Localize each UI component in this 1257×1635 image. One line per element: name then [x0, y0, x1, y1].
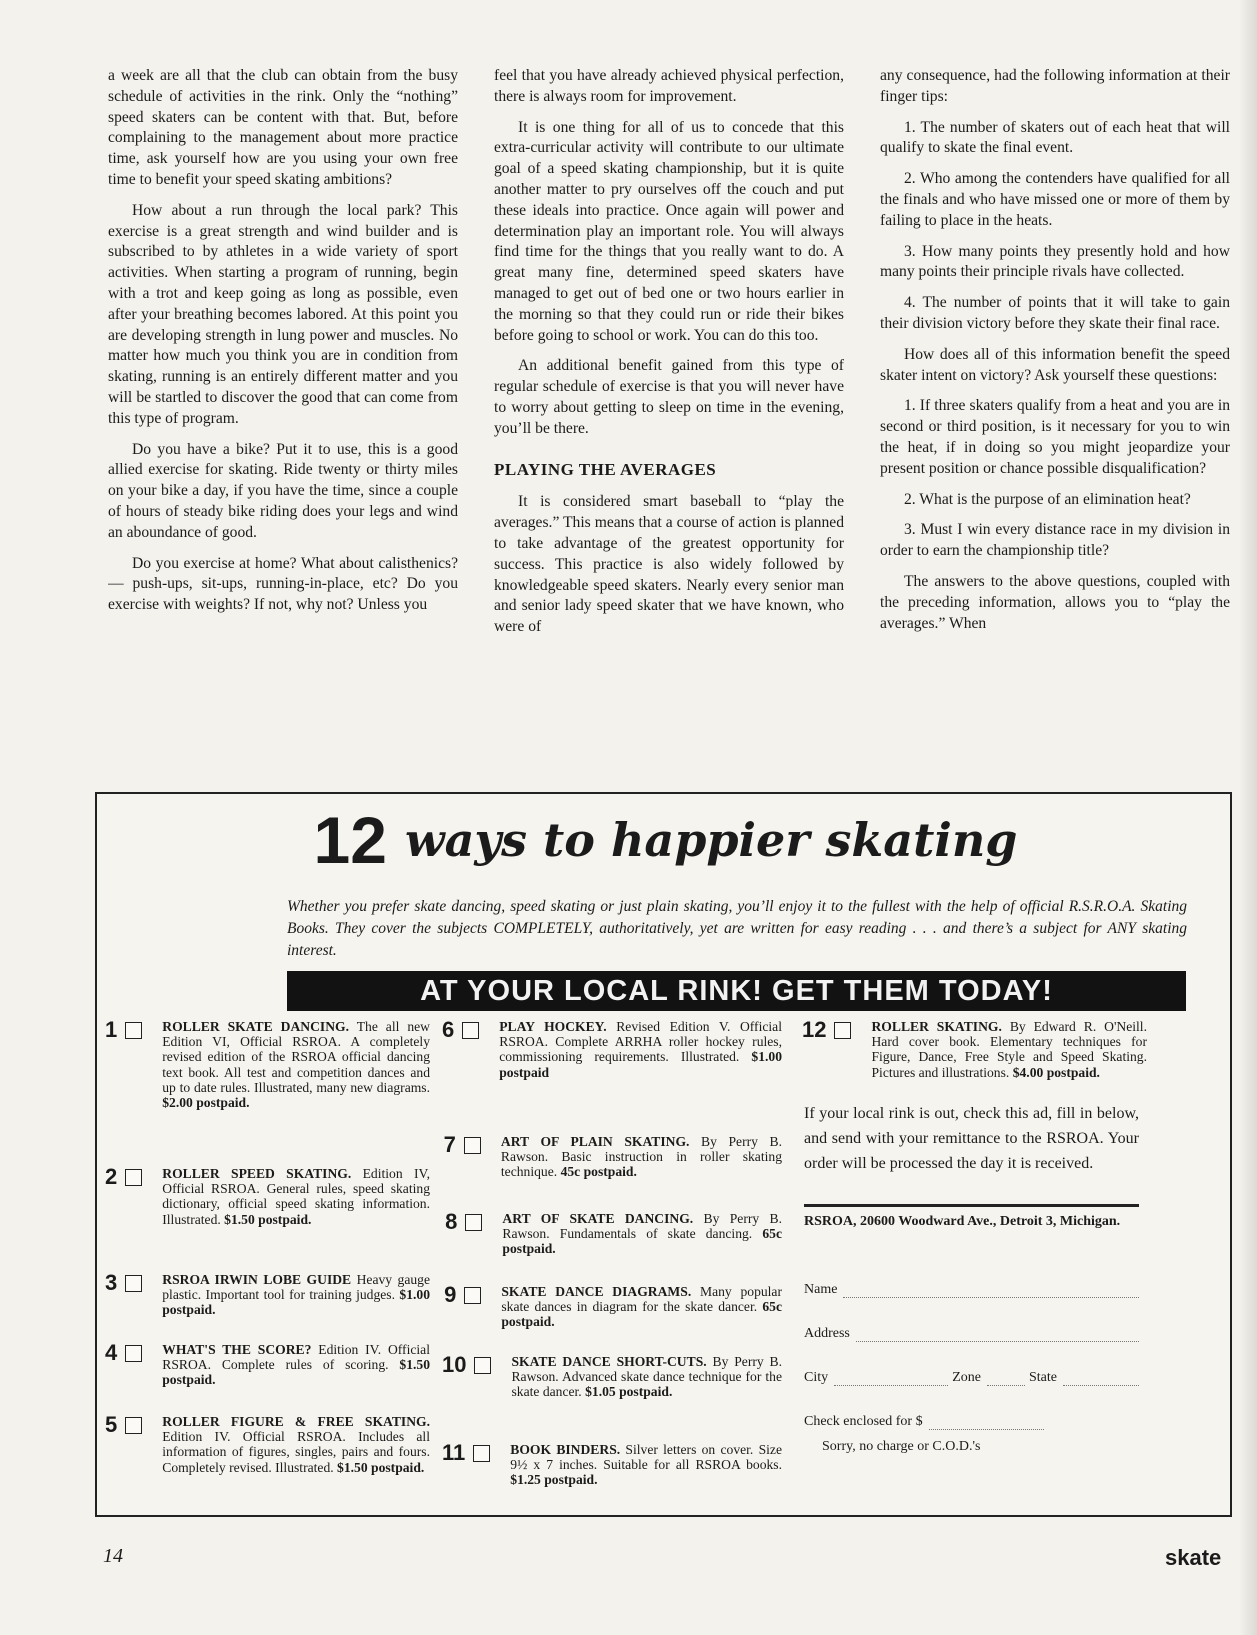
paragraph: The answers to the above questions, coupled with the preceding information, allows you to “play the averages.” When	[880, 572, 1230, 632]
book-number: 11	[442, 1440, 466, 1465]
book-price: $2.00 postpaid.	[162, 1095, 250, 1111]
address-field[interactable]	[804, 1326, 1139, 1342]
book-title: SKATE DANCE DIAGRAMS.	[501, 1284, 692, 1299]
book-text	[162, 1166, 430, 1227]
book-title: WHAT'S THE SCORE?	[162, 1342, 312, 1357]
book-text	[511, 1354, 782, 1400]
book-text	[501, 1134, 782, 1180]
paragraph: a week are all that the club can obtain from the busy schedule of activities in the rink. Only the “nothing” speed skaters can be content with that. But, before complaining to the management about more practice time, ask yourself how are you using your own free time to benefit your speed skating ambitions?	[108, 67, 458, 188]
paragraph: 3. Must I win every distance race in my division in order to earn the championship title?	[880, 521, 1230, 560]
book-item	[802, 1019, 1147, 1080]
article-column-2	[494, 66, 844, 788]
field-label: Zone	[952, 1370, 981, 1385]
order-checkbox[interactable]	[834, 1022, 851, 1039]
book-title: ROLLER SKATE DANCING.	[162, 1019, 349, 1034]
city-line[interactable]	[834, 1373, 948, 1386]
field-label: Address	[804, 1326, 850, 1341]
book-number: 9	[444, 1282, 457, 1307]
book-item	[105, 1342, 430, 1388]
book-text	[501, 1284, 782, 1330]
book-number: 3	[105, 1270, 118, 1295]
book-advertisement	[95, 792, 1232, 1517]
ad-banner: AT YOUR LOCAL RINK! GET THEM TODAY!	[287, 971, 1186, 1011]
mailing-address: RSROA, 20600 Woodward Ave., Detroit 3, Michigan.	[804, 1214, 1121, 1229]
book-number: 7	[443, 1132, 456, 1157]
book-title: ART OF PLAIN SKATING.	[500, 1134, 690, 1149]
book-desc: The all new Edition VI, Official RSROA. A completely revised edition of the RSROA official dancing text book. All test and competition dances and up to date rules. Illustrated, many new diagrams.	[162, 1019, 430, 1095]
book-desc: By Perry B. Rawson. Fundamentals of skate dancing.	[502, 1211, 782, 1242]
book-item	[442, 1442, 782, 1488]
field-line[interactable]	[856, 1329, 1139, 1342]
book-item	[442, 1134, 782, 1180]
divider	[804, 1204, 1139, 1207]
book-number: 5	[105, 1412, 118, 1437]
section-heading: PLAYING THE AVERAGES	[494, 459, 717, 479]
state-line[interactable]	[1063, 1373, 1139, 1386]
book-price: $1.50 postpaid.	[337, 1459, 425, 1475]
book-item	[105, 1414, 430, 1475]
page-number: 14	[103, 1545, 123, 1567]
book-title: ROLLER SKATING.	[871, 1019, 1002, 1034]
article-column-1	[108, 66, 458, 788]
book-number: 12	[802, 1017, 827, 1042]
book-item	[442, 1284, 782, 1330]
paragraph: It is one thing for all of us to concede that this extra-curricular activity will contribute to our ultimate goal of a speed skating championship, but it is quite another matter to pry ourselves off the couch and put these ideals into practice. Once again will power and determination play an important role. You will always find time for the things that you really want to do. A great many fine, determined speed skaters have managed to get out of bed one or two hours earlier in the morning so that they could run or ride their bikes before going to school or work. You can do this too.	[494, 118, 844, 344]
book-number: 1	[105, 1017, 118, 1042]
check-amount-field[interactable]	[804, 1414, 1044, 1430]
book-price: $1.00 postpaid.	[162, 1287, 430, 1318]
paragraph: Do you exercise at home? What about calisthenics? — push-ups, sit-ups, running-in-place, etc? Do you exercise with weights? If not, why not? Unless you	[108, 554, 458, 614]
cod-notice: Sorry, no charge or C.O.D.'s	[822, 1439, 981, 1454]
paragraph: How does all of this information benefit the speed skater intent on victory? Ask yourself these questions:	[880, 345, 1230, 384]
ad-intro: Whether you prefer skate dancing, speed skating or just plain skating, you’ll enjoy it to the fullest with the help of official R.S.R.O.A. Skating Books. They cover the subjects COMPLETELY, authoritatively, yet are written for easy reading . . . and there’s a subject for ANY skating interest.	[287, 898, 1187, 959]
book-item	[442, 1354, 782, 1400]
book-price: 45c postpaid.	[560, 1164, 637, 1180]
book-desc: Heavy gauge plastic. Important tool for training judges.	[162, 1272, 431, 1303]
book-item	[105, 1166, 430, 1227]
field-line[interactable]	[843, 1285, 1139, 1298]
field-line[interactable]	[929, 1417, 1044, 1430]
book-text	[162, 1342, 430, 1388]
paragraph: 3. How many points they presently hold and how many points their principle rivals have collected.	[880, 242, 1230, 281]
book-desc: Edition IV. Official RSROA. Complete rules of scoring.	[162, 1342, 430, 1373]
book-item	[105, 1272, 430, 1318]
order-checkbox[interactable]	[125, 1417, 142, 1434]
book-title: BOOK BINDERS.	[510, 1442, 621, 1457]
order-checkbox[interactable]	[464, 1287, 481, 1304]
book-text	[510, 1442, 782, 1488]
field-label: City	[804, 1370, 829, 1385]
book-number: 2	[105, 1164, 118, 1189]
order-checkbox[interactable]	[125, 1345, 142, 1362]
book-number: 4	[105, 1340, 118, 1365]
book-number: 8	[445, 1209, 458, 1234]
book-price: $1.50 postpaid.	[162, 1357, 430, 1388]
book-number: 10	[442, 1352, 467, 1377]
city-zone-state-field[interactable]	[804, 1370, 1139, 1386]
headline-number: 12	[313, 803, 387, 877]
paragraph: feel that you have already achieved physical perfection, there is always room for improvement.	[494, 67, 844, 105]
book-price: $4.00 postpaid.	[1012, 1064, 1100, 1080]
book-text	[162, 1414, 430, 1475]
book-price: $1.25 postpaid.	[510, 1472, 598, 1488]
paragraph: 2. Who among the contenders have qualified for all the finals and who have missed one or more of them by failing to place in the heats.	[880, 170, 1230, 229]
headline-text: ways to happier skating	[404, 813, 1018, 867]
book-desc: By Perry B. Rawson. Advanced skate dance technique for the skate dancer.	[511, 1354, 782, 1400]
book-price: $1.05 postpaid.	[585, 1384, 673, 1400]
order-checkbox[interactable]	[125, 1169, 142, 1186]
name-field[interactable]	[804, 1282, 1139, 1298]
book-desc: By Perry B. Rawson. Basic instruction in roller skating technique.	[500, 1134, 782, 1180]
book-title: ROLLER FIGURE & FREE SKATING.	[162, 1414, 430, 1429]
book-item	[442, 1211, 782, 1257]
article-column-3	[880, 66, 1230, 788]
book-desc: Revised Edition V. Official RSROA. Complete ARRHA roller hockey rules, commissioning requirements. Illustrated.	[499, 1019, 782, 1065]
paragraph: It is considered smart baseball to “play the averages.” This means that a course of action is planned to take advantage of the greatest opportunity for success. This practice is also widely followed by knowledgeable speed skaters. Nearly every senior man and senior lady speed skater that we have known, who were of	[494, 493, 844, 636]
field-label: Check enclosed for $	[804, 1414, 923, 1429]
order-checkbox[interactable]	[473, 1445, 490, 1462]
book-desc: Silver letters on cover. Size 9½ x 7 inches. Suitable for all RSROA books.	[510, 1442, 782, 1473]
order-checkbox[interactable]	[125, 1022, 142, 1039]
book-text	[162, 1272, 430, 1318]
book-item	[442, 1019, 782, 1080]
ad-headline	[97, 802, 1234, 878]
paragraph: 1. If three skaters qualify from a heat and you are in second or third position, is it necessary for you to win the heat, if in doing so you might jeopardize your present position or chance possible disqualification?	[880, 397, 1230, 477]
field-label: Name	[804, 1282, 838, 1297]
book-text	[502, 1211, 782, 1257]
book-title: ROLLER SPEED SKATING.	[162, 1166, 352, 1181]
book-title: RSROA IRWIN LOBE GUIDE	[162, 1272, 352, 1287]
zone-line[interactable]	[987, 1373, 1025, 1386]
book-text	[499, 1019, 782, 1080]
book-title: PLAY HOCKEY.	[499, 1019, 607, 1034]
book-price: $1.50 postpaid.	[224, 1211, 312, 1227]
book-price: $1.00 postpaid	[499, 1049, 782, 1080]
page-edge-shadow	[1239, 0, 1257, 1635]
order-instructions: If your local rink is out, check this ad, fill in below, and send with your remittance to the RSROA. Your order will be processed the day it is received.	[804, 1105, 1139, 1172]
book-item	[105, 1019, 430, 1110]
paragraph: An additional benefit gained from this type of regular schedule of exercise is that you will never have to worry about getting to sleep on time in the evening, you’ll be there.	[494, 357, 844, 437]
paragraph: any consequence, had the following information at their finger tips:	[880, 67, 1230, 105]
book-desc: By Edward R. O'Neill. Hard cover book. Elementary techniques for Figure, Dance, Free Style and Speed Skating. Pictures and illustrations.	[871, 1019, 1147, 1080]
order-checkbox[interactable]	[125, 1275, 142, 1292]
order-checkbox[interactable]	[474, 1357, 491, 1374]
paragraph: Do you have a bike? Put it to use, this is a good allied exercise for skating. Ride twenty or thirty miles on your bike a day, if you have the time, since a couple of hours of steady bike riding does your legs and wind an aboundance of good.	[108, 440, 458, 541]
book-number: 6	[442, 1017, 455, 1042]
book-price: 65c postpaid.	[501, 1299, 782, 1330]
order-checkbox[interactable]	[462, 1022, 479, 1039]
paragraph: 2. What is the purpose of an elimination heat?	[904, 490, 1191, 508]
article-columns	[108, 66, 1232, 788]
magazine-name: skate	[1165, 1545, 1222, 1570]
book-desc: Edition IV, Official RSROA. General rules, speed skating dictionary, official speed skating information. Illustrated.	[162, 1166, 430, 1227]
book-title: ART OF SKATE DANCING.	[502, 1211, 694, 1226]
book-price: 65c postpaid.	[502, 1226, 782, 1257]
order-checkbox[interactable]	[464, 1137, 481, 1154]
field-label: State	[1028, 1370, 1057, 1385]
book-title: SKATE DANCE SHORT-CUTS.	[511, 1354, 707, 1369]
order-checkbox[interactable]	[465, 1214, 482, 1231]
book-text	[871, 1019, 1147, 1080]
book-text	[162, 1019, 430, 1110]
paragraph: 4. The number of points that it will take to gain their division victory before they skate their final race.	[880, 294, 1230, 332]
paragraph: How about a run through the local park? This exercise is a great strength and wind builder and is subscribed to by athletes in a wide variety of sport activities. When starting a program of running, begin with a trot and keep going as long as possible, even after your breathing becomes labored. At this point you are developing strength in lung power and muscles. No matter how much you think you are in condition from skating, running is an entirely different matter and you will be startled to discover the good that can come from this type of program.	[108, 201, 458, 427]
book-desc: Edition IV. Official RSROA. Includes all information of figures, singles, pairs and fours. Completely revised. Illustrated.	[162, 1429, 430, 1475]
paragraph: 1. The number of skaters out of each heat that will qualify to skate the final event.	[880, 118, 1230, 157]
book-desc: Many popular skate dances in diagram for the skate dancer.	[501, 1284, 782, 1315]
